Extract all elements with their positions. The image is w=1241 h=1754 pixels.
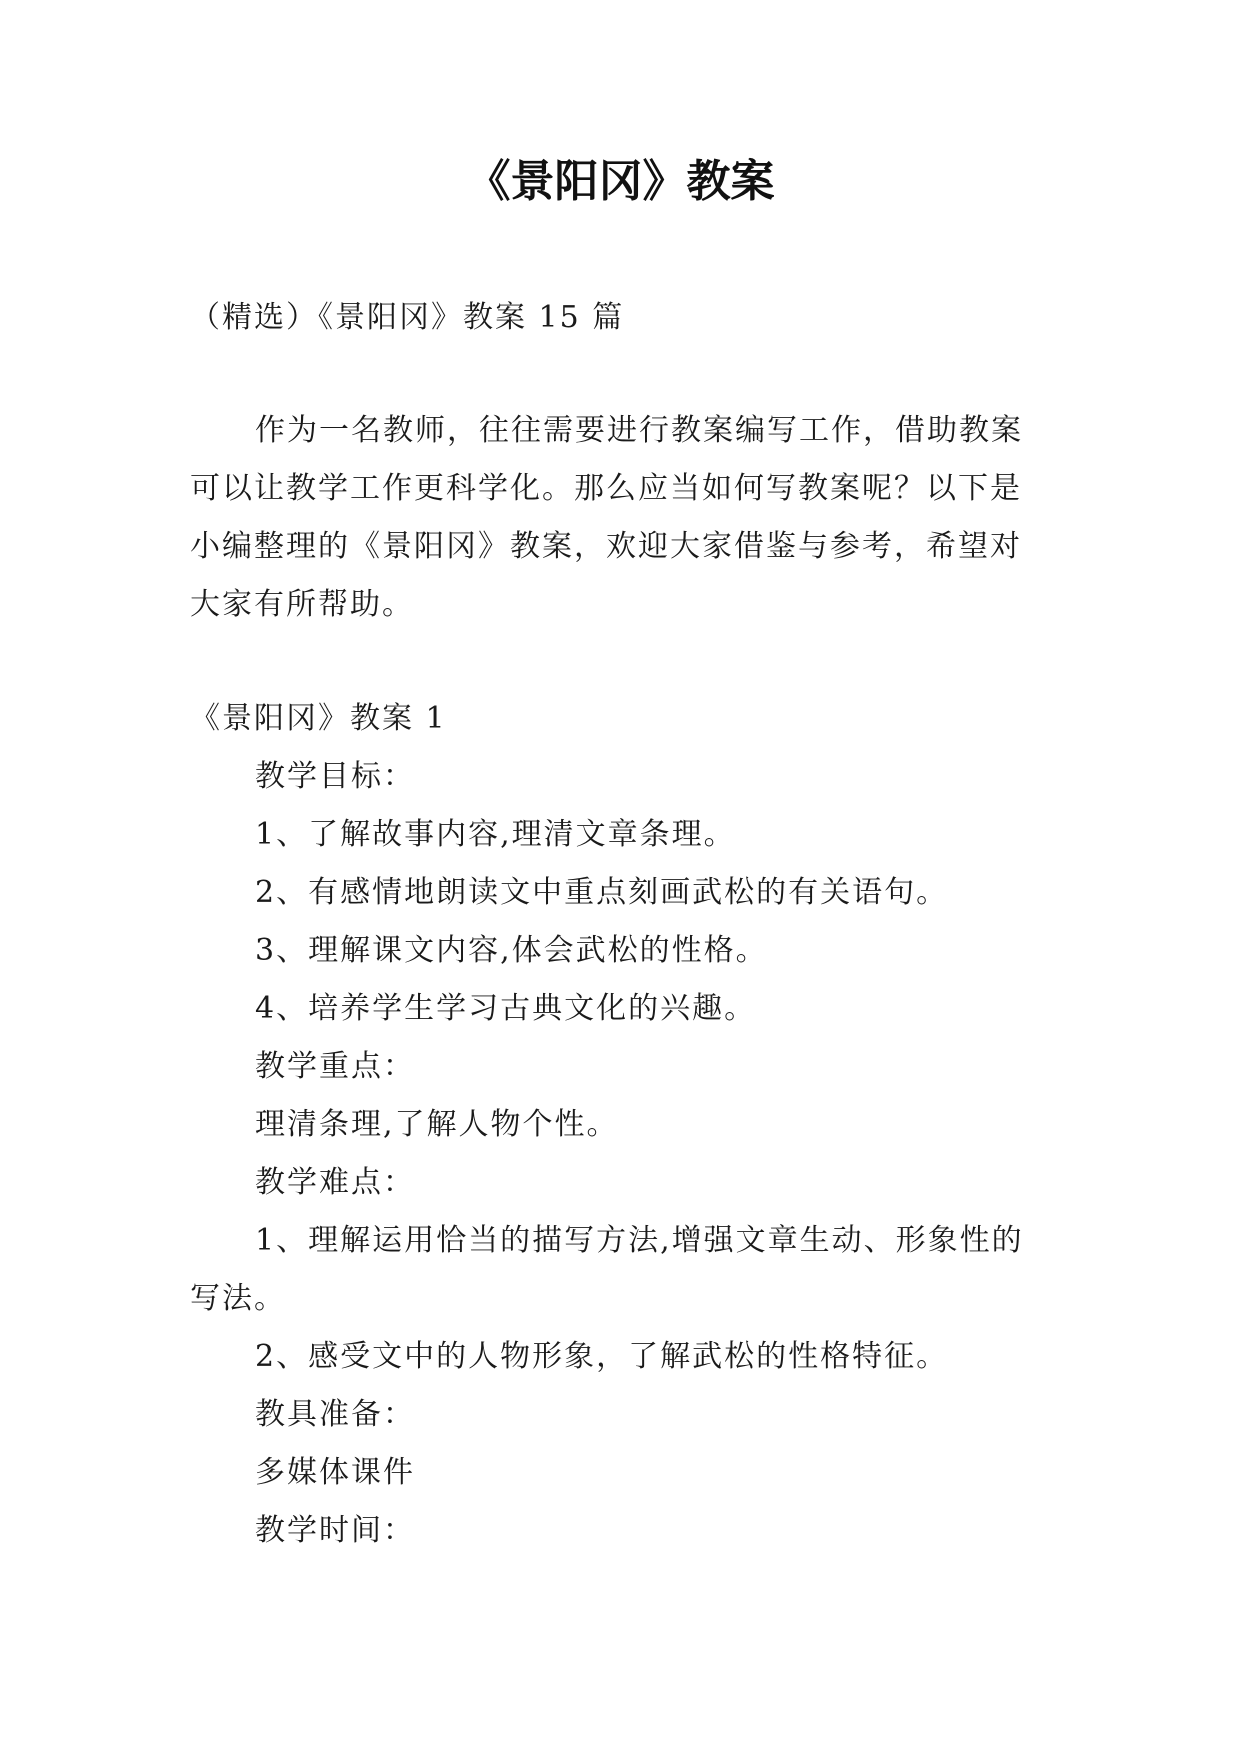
intro-line-4: 大家有所帮助。 — [190, 587, 414, 622]
intro-line-3: 小编整理的《景阳冈》教案，欢迎大家借鉴与参考，希望对 — [190, 529, 1022, 564]
body-line-keypoints: 理清条理,了解人物个性。 — [255, 1107, 619, 1142]
document-subtitle: （精选）《景阳冈》教案 15 篇 — [190, 300, 625, 335]
body-line-difficulty-1-cont: 写法。 — [190, 1281, 286, 1316]
intro-line-2: 可以让教学工作更科学化。那么应当如何写教案呢？以下是 — [190, 471, 1022, 506]
body-line-materials: 多媒体课件 — [255, 1455, 415, 1490]
document-title: 《景阳冈》教案 — [466, 156, 775, 207]
body-line-objective-2: 2、有感情地朗读文中重点刻画武松的有关语句。 — [255, 875, 949, 910]
body-line-keypoints-heading: 教学重点： — [255, 1049, 415, 1084]
body-line-difficulty-1: 1、理解运用恰当的描写方法,增强文章生动、形象性的 — [255, 1223, 1024, 1258]
body-line-objective-3: 3、理解课文内容,体会武松的性格。 — [255, 933, 768, 968]
body-line-objective-1: 1、了解故事内容,理清文章条理。 — [255, 817, 736, 852]
body-line-time-heading: 教学时间： — [255, 1513, 415, 1548]
intro-line-1: 作为一名教师，往往需要进行教案编写工作，借助教案 — [255, 413, 1023, 448]
body-line-difficulties-heading: 教学难点： — [255, 1165, 415, 1200]
body-line-objective-4: 4、培养学生学习古典文化的兴趣。 — [255, 991, 757, 1026]
body-line-materials-heading: 教具准备： — [255, 1397, 415, 1432]
body-line-objectives-heading: 教学目标： — [255, 759, 415, 794]
body-line-difficulty-2: 2、感受文中的人物形象，了解武松的性格特征。 — [255, 1339, 949, 1374]
section-heading: 《景阳冈》教案 1 — [190, 701, 447, 736]
